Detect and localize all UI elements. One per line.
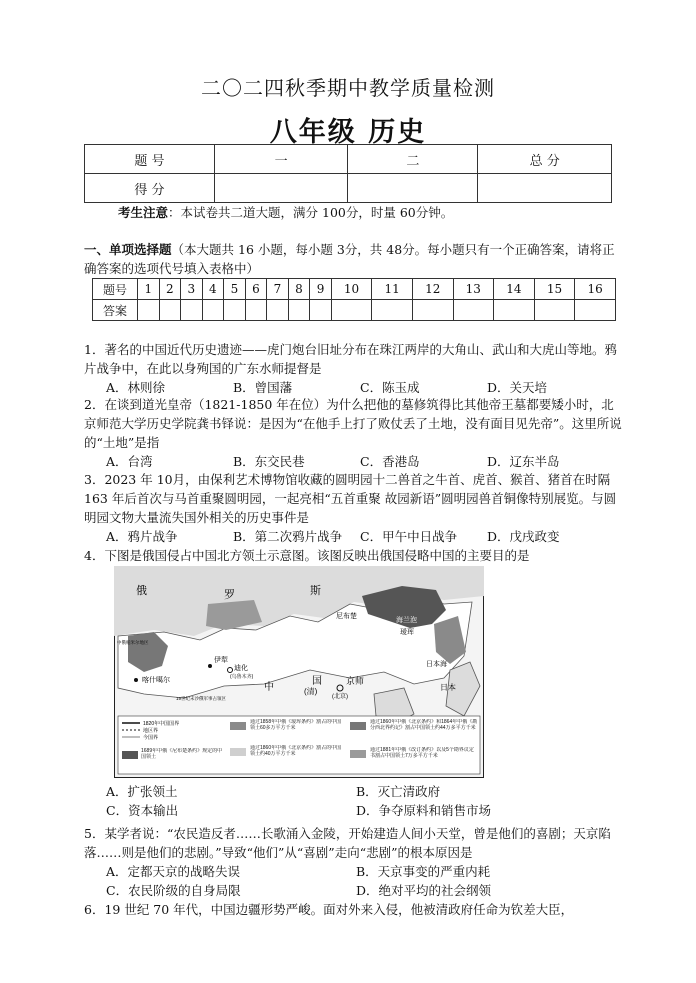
answer-input-cell[interactable]: [245, 300, 267, 321]
answer-number-cell: 4: [202, 279, 224, 300]
score-row-label: 得 分: [85, 174, 215, 203]
legend-swatch-nerchinsk: [122, 751, 138, 759]
section-title: 一、单项选择题: [84, 242, 172, 257]
label-china-1: 中: [264, 682, 274, 693]
answer-number-cell: 13: [453, 279, 494, 300]
answer-input-cell[interactable]: [267, 300, 289, 321]
legend-peking-box: [250, 745, 344, 767]
label-russia-3: 斯: [310, 585, 321, 597]
option[interactable]: A．扩张领土: [106, 784, 178, 799]
score-header-cell: 题 号: [85, 145, 215, 174]
label-pamir: 19世纪末沙俄军事占领区: [176, 696, 227, 701]
answer-input-cell[interactable]: [494, 300, 535, 321]
notice-label: 考生注意: [118, 205, 169, 220]
option[interactable]: D．戊戌政变: [487, 529, 560, 544]
legend-1820: 1820年中国国界: [143, 721, 180, 727]
option[interactable]: A．林则徐: [106, 380, 166, 395]
label-aihui: 瑷珲: [400, 629, 414, 636]
answer-number-cell: 2: [159, 279, 181, 300]
option[interactable]: B．灭亡清政府: [356, 784, 441, 799]
answer-number-cell: 14: [494, 279, 535, 300]
question-stem: 2．在谈到道光皇帝（1821-1850 年在位）为什么把他的墓修筑得比其他帝王墓都要矮小时，北京师范大学历史学院龚书铎说：是因为“在他手上打了败仗丢了土地，没有面目见先帝”。这里所说的“土地”是指: [84, 397, 622, 450]
answer-input-cell[interactable]: [288, 300, 310, 321]
answer-row-label: 答案: [93, 300, 138, 321]
label-china-3: 国: [312, 676, 322, 687]
legend-tacheng-box: [370, 719, 478, 745]
option[interactable]: B．曾国藩: [233, 380, 293, 395]
score-header-cell: 二: [348, 145, 478, 174]
legend-ili-box: [370, 747, 478, 773]
option[interactable]: A．定都天京的战略失误: [106, 864, 241, 879]
question-options: [84, 782, 624, 820]
question-stem: 5．某学者说：“农民造反者……长歌涌入金陵，开始建造人间小天堂，曾是他们的喜剧；天京陷落……则是他们的悲剧。”导致“他们”从“喜剧”走向“悲剧”的根本原因是: [84, 826, 611, 860]
question-options: [84, 452, 624, 471]
label-russia-1: 俄: [136, 585, 147, 597]
option[interactable]: B．东交民巷: [233, 454, 305, 469]
label-nerchinsk: 尼布楚: [336, 613, 357, 620]
answer-input-cell[interactable]: [331, 300, 372, 321]
option[interactable]: C．农民阶级的自身局限: [106, 883, 241, 898]
option[interactable]: C．甲午中日战争: [360, 529, 458, 544]
legend-aigun-box: [250, 719, 344, 741]
answer-number-cell: 11: [372, 279, 413, 300]
legend-aigun: 通过1858年中俄《瑷珲条约》割占的中国领土60多万平方千米: [250, 719, 342, 731]
label-dihua-sub: (乌鲁木齐): [230, 674, 254, 680]
exam-subtitle: 八年级 历史: [269, 117, 427, 148]
answer-input-cell[interactable]: [575, 300, 616, 321]
legend-swatch-peking: [230, 748, 246, 756]
option[interactable]: D．争夺原料和销售市场: [356, 803, 492, 818]
legend-region: 地区界: [143, 728, 159, 734]
answer-table: [92, 278, 616, 321]
question-2: [84, 395, 624, 471]
answer-input-cell[interactable]: [181, 300, 203, 321]
answer-input-cell[interactable]: [534, 300, 575, 321]
kashgar-marker: [134, 678, 138, 682]
option[interactable]: B．天京事变的严重内耗: [356, 864, 491, 879]
legend-tacheng: 通过1860年中俄《北京条约》和1864年中俄《勘分西北界约记》割占中国领土约44万多平方千米: [370, 719, 478, 731]
score-cell[interactable]: [478, 174, 612, 203]
answer-number-cell: 1: [138, 279, 160, 300]
legend-ili: 通过1881年中俄《改订条约》以及5个勘界议定书割占中国领土7万多平方千米: [370, 747, 474, 759]
option[interactable]: D．绝对平均的社会纲领: [356, 883, 492, 898]
answer-input-cell[interactable]: [202, 300, 224, 321]
section-desc: （本大题共 16 小题，每小题 3分，共 48分。每小题只有一个正确答案，请将正确答案的选项代号填入表格中）: [84, 242, 615, 276]
answer-number-cell: 9: [310, 279, 332, 300]
legend-swatch-tacheng: [350, 722, 366, 730]
label-hailanpao: 海兰泡: [396, 617, 417, 624]
label-central-asia: 中俄帕米尔地区: [117, 640, 149, 645]
question-options: [84, 862, 624, 900]
legend-swatch-ili: [350, 750, 366, 758]
answer-input-cell[interactable]: [159, 300, 181, 321]
answer-input-cell[interactable]: [138, 300, 160, 321]
legend-swatch-aigun: [230, 722, 246, 730]
legend-peking: 通过1860年中俄《北京条约》割占的中国领土约40万平方千米: [250, 745, 342, 757]
answer-input-cell[interactable]: [310, 300, 332, 321]
answer-input-cell[interactable]: [224, 300, 246, 321]
question-stem: 1．著名的中国近代历史遗迹——虎门炮台旧址分布在珠江两岸的大角山、武山和大虎山等地。鸦片战争中，在此以身殉国的广东水师提督是: [84, 342, 617, 376]
label-capital-sub: (北京): [332, 694, 348, 700]
label-capital: 京师: [346, 676, 365, 686]
label-sea-japan: 日本海: [426, 661, 447, 668]
label-japan: 日本: [440, 683, 456, 692]
legend-nerchinsk: 1689年中俄《尼布楚条约》规定的中国领土: [141, 748, 223, 760]
answer-header-label: 题号: [93, 279, 138, 300]
label-kashgar: 喀什噶尔: [142, 677, 170, 684]
score-table: [84, 144, 612, 203]
answer-number-cell: 5: [224, 279, 246, 300]
notice-text: ：本试卷共二道大题，满分 100分，时量 60分钟。: [168, 205, 454, 220]
option[interactable]: A．台湾: [106, 454, 153, 469]
question-6: [84, 900, 624, 919]
question-stem: 3．2023 年 10月，由保利艺术博物馆收藏的圆明园十二兽首之牛首、虎首、猴首、猪首在时隔 163 年后首次与马首重聚圆明园，一起亮相“五首重聚 故园新语”圆明园兽首铜像特别展览。与圆明园文物大量流失国外相关的历史事件是: [84, 472, 617, 525]
label-yili: 伊犁: [214, 657, 228, 664]
label-china-2: (清): [304, 687, 318, 696]
option[interactable]: D．关天培: [487, 380, 548, 395]
russia-invasion-map: [114, 566, 484, 778]
score-header-cell: 一: [214, 145, 348, 174]
question-5: [84, 824, 624, 900]
option[interactable]: C．陈玉成: [360, 380, 420, 395]
option[interactable]: B．第二次鸦片战争: [233, 529, 343, 544]
score-cell[interactable]: [348, 174, 478, 203]
answer-number-cell: 7: [267, 279, 289, 300]
answer-input-cell[interactable]: [372, 300, 413, 321]
legend-today: 今国界: [143, 735, 159, 741]
answer-number-cell: 12: [412, 279, 453, 300]
question-3: [84, 470, 624, 546]
question-stem: 6．19 世纪 70 年代，中国边疆形势严峻。面对外来入侵，他被清政府任命为钦差大臣，: [84, 902, 574, 917]
answer-number-cell: 3: [181, 279, 203, 300]
answer-number-cell: 15: [534, 279, 575, 300]
question-4: [84, 546, 624, 565]
answer-number-cell: 6: [245, 279, 267, 300]
score-cell[interactable]: [214, 174, 348, 203]
score-header-cell: 总 分: [478, 145, 612, 174]
answer-number-cell: 8: [288, 279, 310, 300]
exam-notice: [118, 203, 453, 221]
legend-nerchinsk-box: [141, 748, 223, 770]
question-options: [84, 527, 624, 546]
answer-input-cell[interactable]: [453, 300, 494, 321]
answer-number-cell: 16: [575, 279, 616, 300]
label-dihua: 迪化: [234, 665, 248, 672]
answer-number-cell: 10: [331, 279, 372, 300]
question-stem: 4．下图是俄国侵占中国北方领土示意图。该图反映出俄国侵略中国的主要目的是: [84, 548, 530, 563]
yili-marker: [208, 664, 212, 668]
option[interactable]: C．香港岛: [360, 454, 420, 469]
option[interactable]: A．鸦片战争: [106, 529, 178, 544]
question-4-options: [84, 782, 624, 820]
question-1: [84, 340, 624, 397]
option[interactable]: C．资本输出: [106, 803, 179, 818]
option[interactable]: D．辽东半岛: [487, 454, 560, 469]
answer-input-cell[interactable]: [412, 300, 453, 321]
section-heading: [84, 240, 616, 278]
label-russia-2: 罗: [224, 589, 235, 601]
exam-title: 二〇二四秋季期中教学质量检测: [201, 76, 495, 100]
